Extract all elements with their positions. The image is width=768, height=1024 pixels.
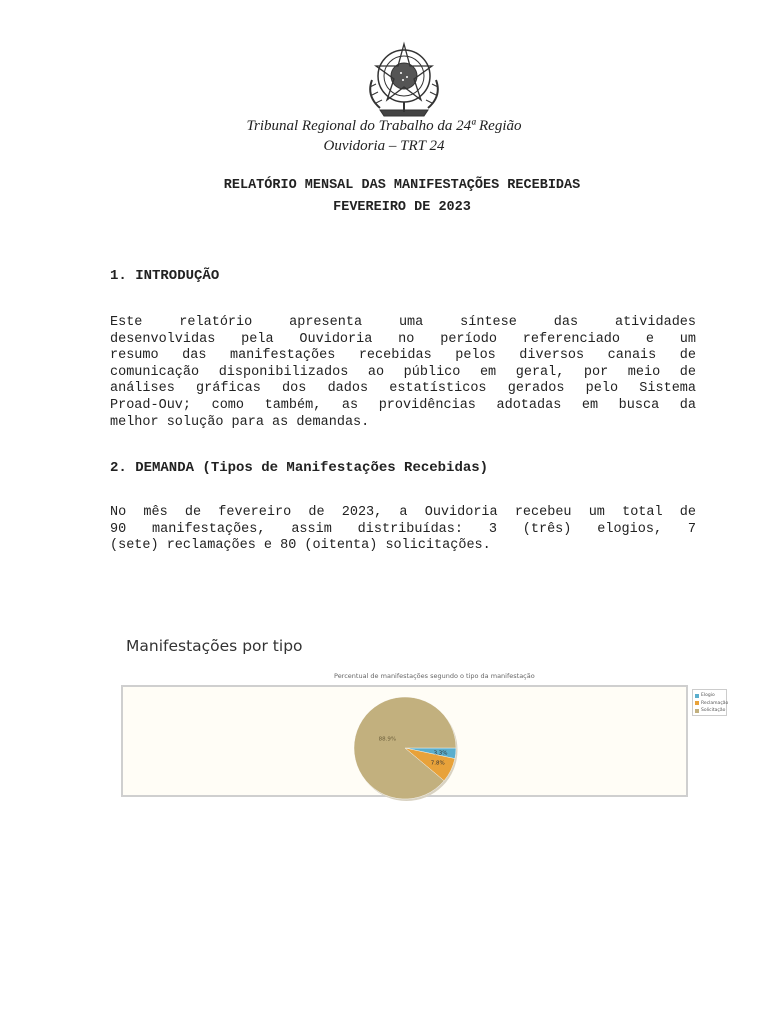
legend-label: Elogio [701, 693, 715, 699]
text-line: No mês de fevereiro de 2023, a Ouvidoria recebeu um total de [110, 505, 696, 520]
institution-name: Tribunal Regional do Trabalho da 24ª Região [246, 118, 522, 134]
text-line: comunicação disponibilizados ao público em geral, por meio de [110, 364, 696, 380]
section-introduction-heading: 1. INTRODUÇÃO [110, 268, 220, 284]
pie-slice-solicitacao [354, 697, 456, 799]
department-name: Ouvidoria – TRT 24 [323, 138, 445, 154]
text-line: 90 manifestações, assim distribuídas: 3 (três) elogios, 7 [110, 521, 696, 537]
chart-heading: Manifestações por tipo [126, 637, 303, 655]
pie-data-label: 7.8% [430, 760, 445, 767]
legend-swatch [695, 701, 699, 705]
chart-legend [692, 689, 727, 716]
text-line: Este relatório apresenta uma síntese das atividades [110, 315, 696, 330]
pie-chart [350, 693, 460, 803]
text-line: (sete) reclamações e 80 (oitenta) solicitações. [110, 538, 491, 554]
report-period: FEVEREIRO DE 2023 [333, 200, 471, 215]
legend-swatch [695, 709, 699, 713]
coat-of-arms-emblem [362, 40, 446, 118]
text-line: melhor solução para as demandas. [110, 414, 370, 430]
legend-item [695, 707, 724, 715]
legend-item [695, 700, 729, 708]
text-line: resumo das manifestações recebidas pelos diversos canais de [110, 348, 696, 364]
legend-swatch [695, 694, 699, 698]
pie-data-label: 3.3% [433, 750, 448, 757]
text-line: Proad-Ouv; como também, as providências adotadas em busca da [110, 397, 696, 413]
demand-paragraph [110, 505, 696, 555]
legend-label: Reclamação [701, 700, 729, 706]
legend-item [695, 692, 724, 700]
introduction-paragraph [110, 315, 696, 431]
chart-title: Percentual de manifestações segundo o tipo da manifestação [334, 672, 535, 680]
section-demand-heading: 2. DEMANDA (Tipos de Manifestações Recebidas) [110, 460, 489, 476]
report-title: RELATÓRIO MENSAL DAS MANIFESTAÇÕES RECEBIDAS [223, 178, 581, 193]
text-line: desenvolvidas pela Ouvidoria no período referenciado e um [110, 331, 696, 347]
pie-data-label: 88.9% [378, 736, 397, 743]
legend-label: Solicitação [701, 708, 726, 714]
text-line: análises gráficas dos dados estatísticos gerados pelo Sistema [110, 381, 696, 397]
